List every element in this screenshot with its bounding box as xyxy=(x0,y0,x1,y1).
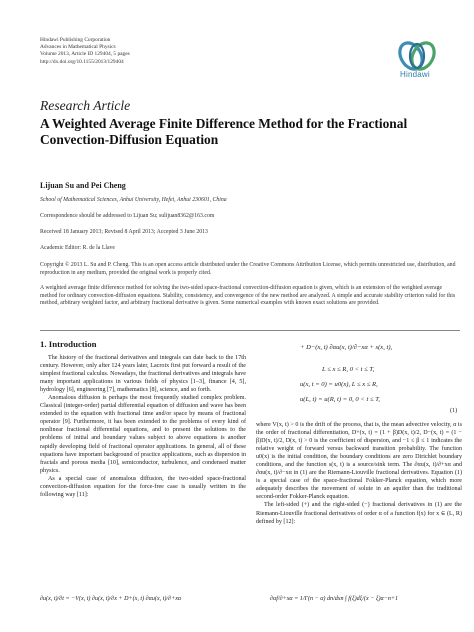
affiliation: School of Mathematical Sciences, Anhui University, Hefei, Anhui 230601, China xyxy=(40,197,227,203)
intro-paragraph-3: As a special case of anomalous diffusion, the two-sided space-fractional convection-diffusion equation for the force-free case is usually written in the following way [11]: xyxy=(40,475,246,498)
right-column xyxy=(256,421,462,526)
publisher-name: Hindawi Publishing Corporation xyxy=(40,37,111,43)
equation-number: (1) xyxy=(450,407,458,414)
journal-name: Advances in Mathematical Physics xyxy=(40,44,116,51)
copyright: Copyright © 2013 L. Su and P. Cheng. This is an open access article distributed under the Creative Commons Attribution License, which permits unrestricted use, distribution, and reproduction in any medium, provided the original work is properly cited. xyxy=(40,262,456,276)
article-type: Research Article xyxy=(40,98,131,113)
hindawi-logo-text: Hindawi xyxy=(400,70,430,79)
left-column xyxy=(40,354,246,499)
riemann-liouville-equation: ∂αf/∂+xα = 1/Γ(n − α) dn/dxn ∫ f(ξ)dξ/(x − ξ)α−n+1 xyxy=(270,596,399,602)
article-title: A Weighted Average Finite Difference Method for the Fractional Convection-Diffusion Equation xyxy=(40,116,408,147)
equation-1-line-4: u(L, t) = u(R, t) = 0, 0 < t ≤ T, xyxy=(300,396,381,403)
equation-1-first-line: ∂u(x, t)/∂t = −V(x, t) ∂u(x, t)/∂x + D+(x, t) ∂αu(x, t)/∂+xα xyxy=(40,596,182,602)
equation-1-line-3: u(x, t = 0) = u0(x), L ≤ x ≤ R, xyxy=(300,381,378,388)
right-paragraph-2: The left-sided (+) and the right-sided (−) fractional derivatives in (1) are the Riemann-Liouville fractional derivatives of order α of a function f(x) for x ∈ (L, R) defined by [12]: xyxy=(256,502,462,525)
intro-paragraph-1: The history of the fractional derivatives and integrals can date back to the 17th century. However, only after 124 years later, Lacroix first put forward a result of the simplest fractional calculus. Nowadays, the fractional derivatives and integrals have many important applications in various fields of physics [1–3], finance [4, 5], hydrology [6], engineering [7], mathematics [8], science, and so forth. xyxy=(40,355,246,394)
doi-link[interactable]: http://dx.doi.org/10.1155/2013/129404 xyxy=(40,58,124,65)
equation-1-line-2: L ≤ x ≤ R, 0 < t ≤ T, xyxy=(322,366,375,373)
equation-1-line-1: + D−(x, t) ∂αu(x, t)/∂−xα + s(x, t), xyxy=(300,344,393,351)
authors: Lijuan Su and Pei Cheng xyxy=(40,181,126,190)
dates: Received 18 January 2013; Revised 8 April 2013; Accepted 3 June 2013 xyxy=(40,229,208,235)
volume-line: Volume 2013, Article ID 129404, 5 pages xyxy=(40,51,130,58)
right-paragraph-1: where V(x, t) > 0 is the drift of the process, that is, the mean advective velocity, α is the order of fractional differentiation, D+(x, t) = (1 + β)D(x, t)/2, D−(x, t) = (1 − β)D(x, t)/2, D(x, t) > 0 is the coefficient of dispersion, and −1 ≤ β ≤ 1 indicates the relative weight of forward versus backward transition probability. The function u0(x) is the initial condition, the boundary conditions are zero Dirichlet boundary conditions, and the function s(x, t) is a source/sink term. The ∂αu(x, t)/∂+xα and ∂αu(x, t)/∂−xα in (1) are the Riemann-Liouville fractional derivatives. Equation (1) is a special case of the space-fractional Fokker-Planck equation, which more adequately describes the movement of solute in an aquifer than the traditional second-order Fokker-Planck equation. xyxy=(256,422,462,501)
correspondence: Correspondence should be addressed to Lijuan Su; sulijuan8362@163.com xyxy=(40,213,215,219)
academic-editor: Academic Editor: R. de la Llave xyxy=(40,245,116,251)
section-heading: 1. Introduction xyxy=(40,339,97,349)
publication-info xyxy=(40,37,130,66)
abstract: A weighted average finite difference method for solving the two-sided space-fractional convection-diffusion equation is given, which is an extension of the weighted average method for ordinary convection-diffusion equations. Stability, consistency, and convergence of the new method are analyzed. A simple and accurate stability criterion valid for this method, arbitrary weighted factor, and arbitrary fractional derivative is given. Some numerical examples with known exact solutions are provided. xyxy=(40,285,456,307)
intro-paragraph-2: Anomalous diffusion is perhaps the most frequently studied complex problem. Classical (integer-order) partial differential equation of diffusion and wave has been extended to the equation with fractional time and/or space by means of fractional operator [9]. Furthermore, it has been extended to the problems of every kind of nonlinear fractional differential equations, and to present the solutions to the problems of initial and boundary values subject to above equations is another rapidly developing field of fractional operator applications. In general, all of these equations have important background of practice applications, such as dispersion in fractals and porous media [10], semiconductor, turbulence, and condensed matter physics. xyxy=(40,395,246,474)
divider xyxy=(40,330,460,331)
